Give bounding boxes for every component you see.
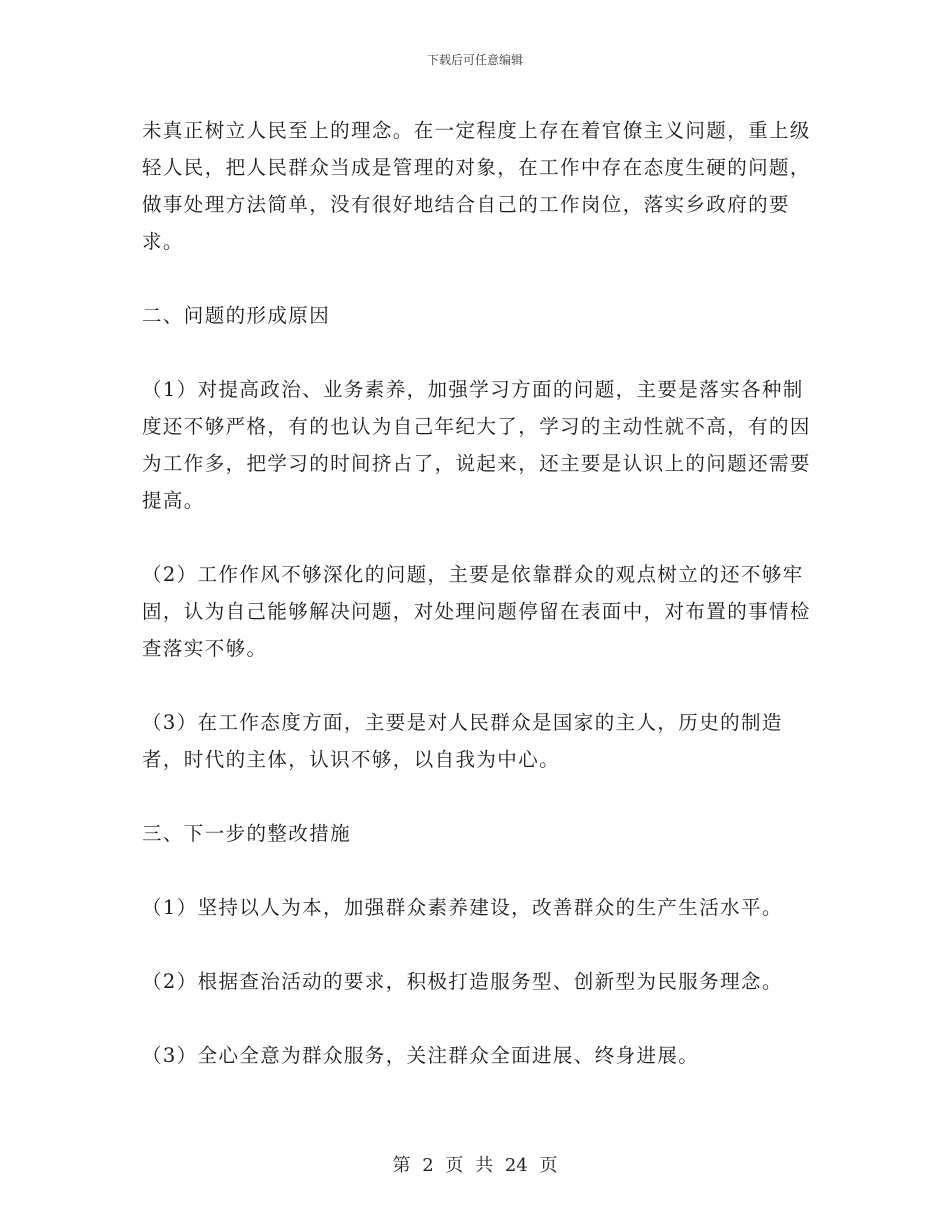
cause-item-2: （2）工作作风不够深化的问题，主要是依靠群众的观点树立的还不够牢固，认为自己能够解决问题，对处理问题停留在表面中，对布置的事情检查落实不够。 bbox=[142, 563, 811, 660]
cause-item-3: （3）在工作态度方面，主要是对人民群众是国家的主人，历史的制造者，时代的主体，认识不够，以自我为中心。 bbox=[142, 711, 783, 771]
measure-item-2: （2）根据查治活动的要求，积极打造服务型、创新型为民服务理念。 bbox=[142, 970, 783, 993]
paragraph-continuation: 未真正树立人民至上的理念。在一定程度上存在着官僚主义问题，重上级轻人民，把人民群众当成是管理的对象，在工作中存在态度生硬的问题，做事处理方法简单，没有很好地结合自己的工作岗位，落实乡政府的要求。 bbox=[142, 119, 811, 253]
section-heading-measures: 三、下一步的整改措施 bbox=[142, 822, 352, 845]
section-heading-causes: 二、问题的形成原因 bbox=[142, 304, 331, 327]
document-body bbox=[142, 112, 812, 1074]
page-footer: 第 2 页 共 24 页 bbox=[392, 1155, 558, 1176]
page-header: 下载后可任意编辑 bbox=[426, 53, 523, 67]
measure-item-3: （3）全心全意为群众服务，关注群众全面进展、终身进展。 bbox=[142, 1044, 700, 1067]
measure-item-1: （1）坚持以人为本，加强群众素养建设，改善群众的生产生活水平。 bbox=[142, 896, 783, 919]
cause-item-1: （1）对提高政治、业务素养，加强学习方面的问题，主要是落实各种制度还不够严格，有的也认为自己年纪大了，学习的主动性就不高，有的因为工作多，把学习的时间挤占了，说起来，还主要是认识上的问题还需要提高。 bbox=[142, 378, 811, 512]
